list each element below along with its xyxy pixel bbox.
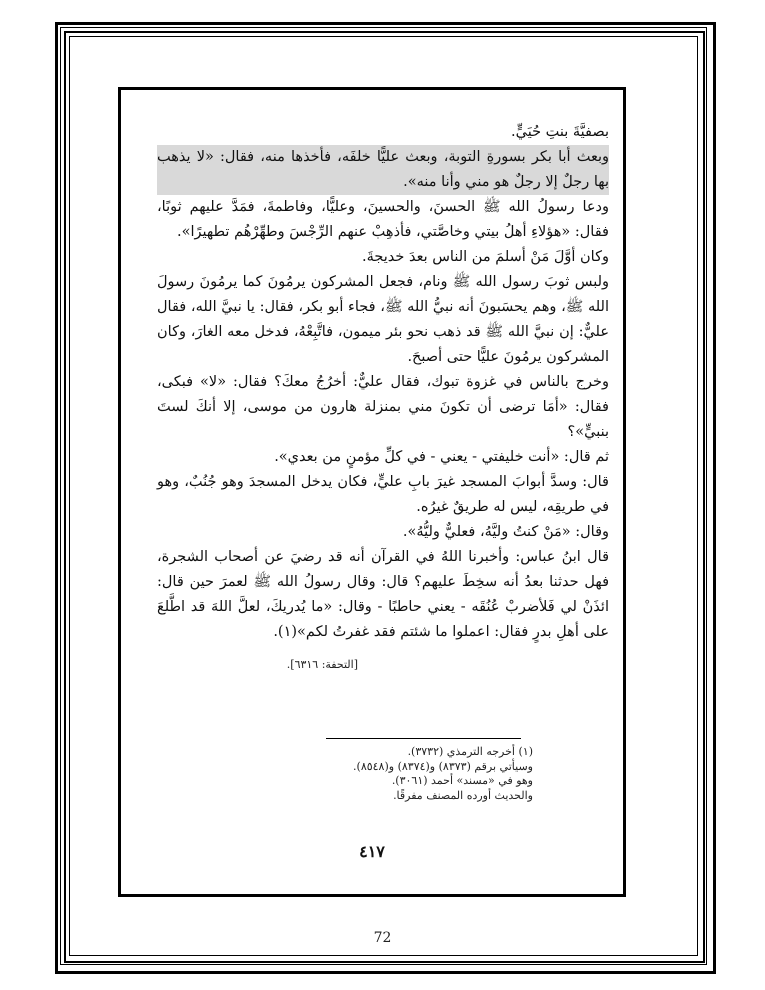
footer-page-number: 72 xyxy=(373,930,392,946)
paragraph-3: ودعا رسولُ الله ﷺ الحسنَ، والحسينَ، وعليًّا، وفاطمةَ، فمَدَّ عليهم ثوبًا، فقال: «هؤلاءِ أهلُ بيتي وخاصَّتي، فأذهِبْ عنهم الرِّجْسَ وطهِّرْهُم تطهيرًا». xyxy=(157,199,609,240)
paragraph-5: ولبس ثوبَ رسول الله ﷺ ونام، فجعل المشركون يرمُونَ كما يرمُونَ رسولَ الله ﷺ، وهم يحسَبونَ أنه نبيُّ الله ﷺ، فجاء أبو بكر، فقال: يا نبيَّ الله، فقال عليٌّ: إن نبيَّ الله ﷺ قد ذهب نحو بئر ميمون، فاتَّبِعْهُ، فدخل معه الغارَ، وكان المشركون يرمُونَ عليًّا حتى أصبحَ. xyxy=(157,274,609,365)
footnote-line: (١) أخرجه الترمذي (٣٧٣٢). xyxy=(407,745,533,758)
paragraph-10: قال ابنُ عباس: وأخبرنا اللهُ في القرآن أنه قد رضيَ عن أصحاب الشجرة، فهل حدثنا بعدُ أنه سخِطَ عليهم؟ قال: وقال رسولُ الله ﷺ لعمرَ حين قال: ائذَنْ لي فَلأضربْ عُنُقَه - يعني حاطبًا - وقال: «ما يُدريكَ، لعلَّ اللهَ قد اطَّلعَ على أهلِ بدرٍ فقال: اعملوا ما شئتم فقد غفرتُ لكم»(١). xyxy=(157,549,609,640)
paragraph-9: وقال: «مَنْ كنتُ وليَّهُ، فعليٌّ وليُّهُ». xyxy=(402,524,609,540)
paragraph-6: وخرج بالناس في غزوة تبوك، فقال عليٌّ: أخرُجُ معكَ؟ فقال: «لا» فبكى، فقال: «أمَا ترضى أن تكونَ مني بمنزلة هارون من موسى، إلا أنكَ لستَ بنبيٍّ»؟ xyxy=(157,374,609,440)
paragraph-2-highlighted: وبعث أبا بكر بسورةِ التوبة، وبعث عليًّا خلفَه، فأخذها منه، فقال: «لا يذهب بها رجلٌ إلا رجلٌ هو مني وأنا منه». xyxy=(157,145,609,195)
body-text xyxy=(157,120,609,645)
footnote-line: والحديث أورده المصنف مفرقًا. xyxy=(393,788,533,802)
footnote-line: وسيأتي برقم (٨٣٧٣) و(٨٣٧٤) و(٨٥٤٨). xyxy=(353,759,533,773)
paragraph-1: بصفيَّةَ بنتِ حُيَيٍّ. xyxy=(511,124,609,140)
scan-page-number: ٤١٧ xyxy=(359,842,385,861)
scanned-page xyxy=(118,87,626,897)
paragraph-4: وكان أوَّلَ مَنْ أسلمَ من الناس بعدَ خديجةَ. xyxy=(362,249,609,265)
paragraph-8: قال: وسدَّ أبوابَ المسجد غيرَ بابِ عليٍّ، فكان يدخل المسجدَ وهو جُنُبٌ، وهو في طريقِه، ليس له طريقٌ غيرُه. xyxy=(157,474,609,515)
footnotes xyxy=(353,745,533,803)
footnote-divider xyxy=(326,738,521,739)
footnote-line: وهو في «مسند» أحمد (٣٠٦١). xyxy=(391,774,533,787)
paragraph-7: ثم قال: «أنت خليفتي - يعني - في كلِّ مؤمنٍ من بعدي». xyxy=(274,449,609,465)
tuhfa-reference: [التحفة: ٦٣١٦]. xyxy=(286,658,358,671)
